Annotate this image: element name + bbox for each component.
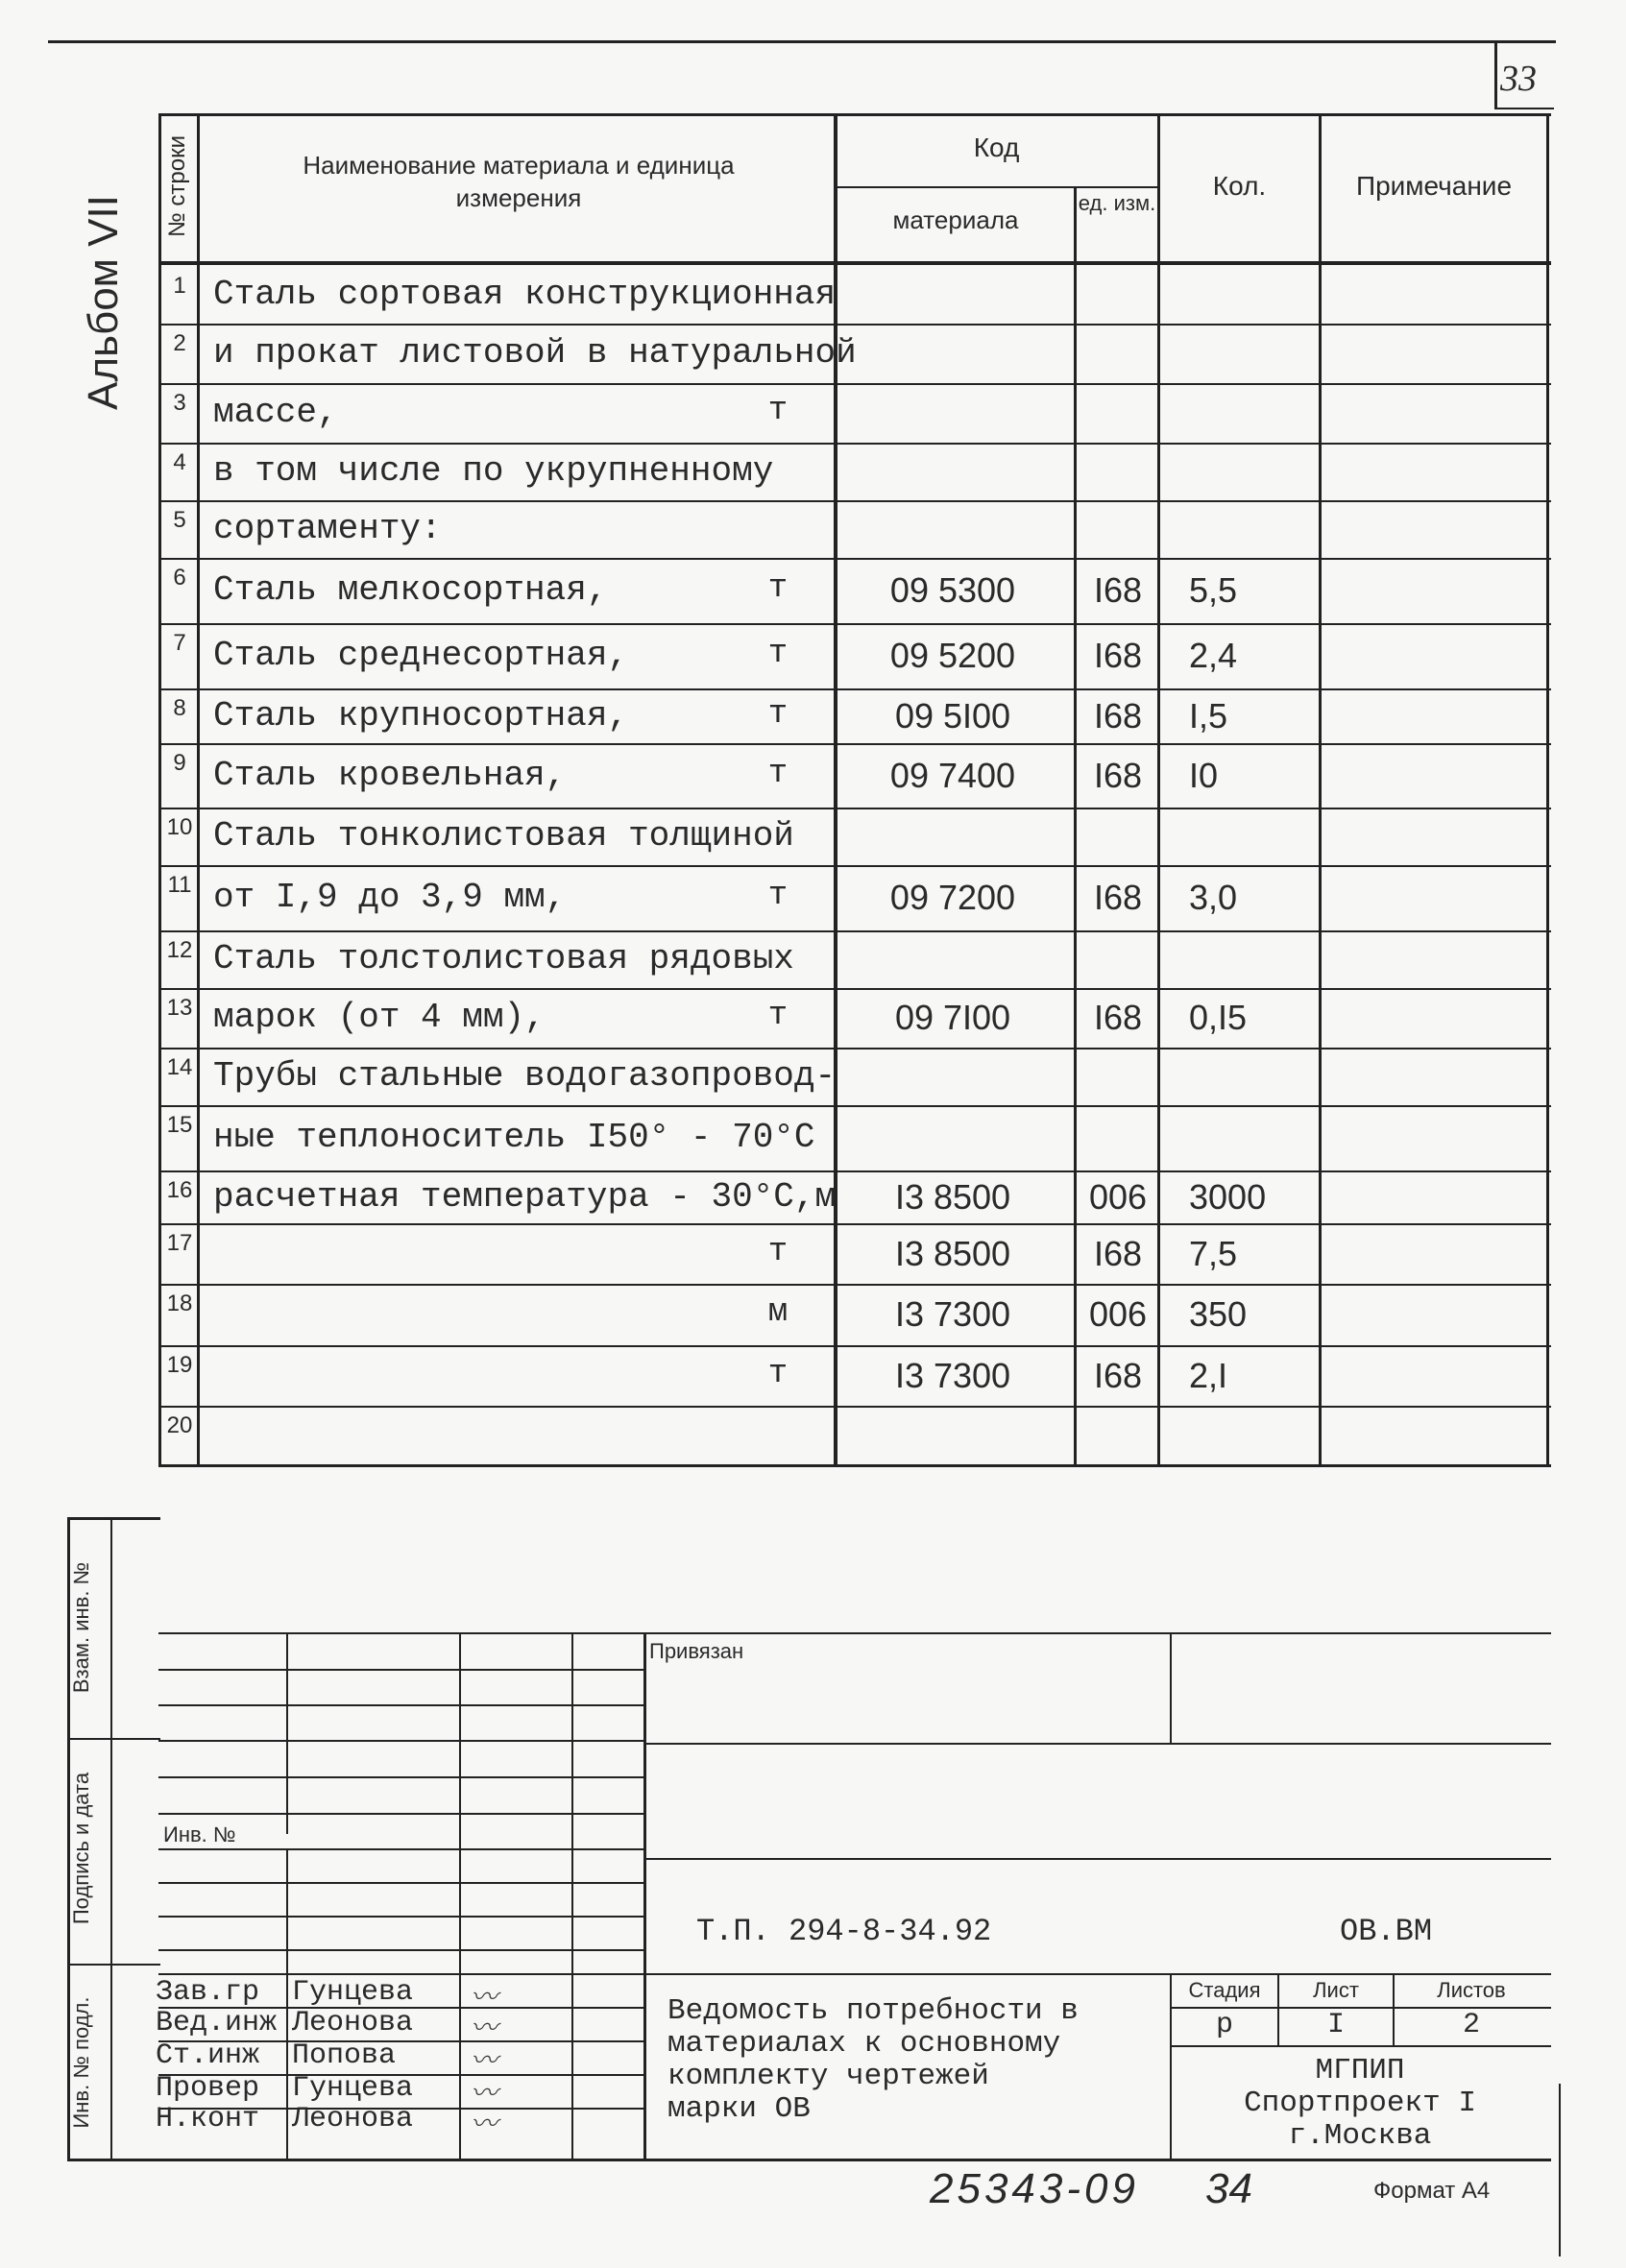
row-qty: I,5 [1189, 696, 1228, 736]
page-number-box-left [1494, 40, 1497, 109]
row-eu: I68 [1093, 1234, 1143, 1273]
row-unit: т [767, 878, 789, 914]
row-code: I3 7300 [894, 1356, 1011, 1395]
row-qty: 2,4 [1189, 636, 1238, 675]
row-name: массе, [213, 393, 338, 432]
signature-role: Зав.гр [156, 1976, 260, 2009]
row-eu: I68 [1093, 998, 1143, 1037]
header-note: Примечание [1355, 171, 1513, 201]
row-number: 15 [166, 1112, 193, 1138]
document-title-line: марки ОВ [667, 2092, 811, 2126]
row-eu: 006 [1088, 1294, 1148, 1334]
row-name: Сталь кровельная, [213, 756, 567, 795]
row-divider [158, 988, 1551, 990]
row-divider [158, 1223, 1551, 1225]
handwritten-signature: 〰 [471, 2044, 498, 2076]
sheet-label: Лист [1313, 1978, 1359, 2002]
row-code: 09 5300 [889, 570, 1016, 610]
row-number: 20 [166, 1412, 193, 1438]
row-divider [158, 443, 1551, 445]
doc-mark: ОВ.ВМ [1340, 1914, 1433, 1949]
row-number: 19 [166, 1352, 193, 1378]
row-name: от I,9 до 3,9 мм, [213, 878, 567, 917]
row-divider [158, 324, 1551, 326]
document-title-line: материалах к основному [667, 2027, 1061, 2061]
col-code-divider [1074, 186, 1077, 1467]
row-number: 7 [173, 630, 186, 656]
org-line: г.Москва [1288, 2119, 1432, 2153]
header-material: материала [892, 205, 1019, 234]
handwritten-signature: 〰 [471, 2108, 498, 2139]
row-name: Сталь среднесортная, [213, 636, 629, 675]
row-divider [158, 558, 1551, 560]
frame-right [1546, 113, 1549, 1467]
row-unit: т [767, 636, 789, 672]
row-divider [158, 688, 1551, 690]
row-qty: 2,I [1189, 1356, 1228, 1395]
row-qty: 7,5 [1189, 1234, 1238, 1273]
org-line: МГПИП [1315, 2054, 1405, 2087]
sheets-label: Листов [1437, 1978, 1506, 2002]
row-code: 09 7I00 [894, 998, 1011, 1037]
album-label: Альбом VII [80, 195, 127, 410]
row-name: в том числе по укрупненному [213, 451, 774, 491]
row-number: 5 [173, 507, 186, 533]
row-qty: 0,I5 [1189, 998, 1248, 1037]
row-divider [158, 1048, 1551, 1050]
signature-name: Попова [292, 2039, 397, 2072]
page-number: 33 [1500, 59, 1537, 99]
row-name: Сталь тонколистовая толщиной [213, 816, 794, 856]
row-divider [158, 743, 1551, 745]
row-number: 3 [173, 390, 186, 416]
row-number: 17 [166, 1230, 193, 1256]
row-name: Сталь мелкосортная, [213, 570, 608, 610]
row-number: 2 [173, 330, 186, 356]
row-divider [158, 383, 1551, 385]
header-unit: ед. изм. [1078, 191, 1156, 215]
handwritten-signature: 〰 [471, 1981, 498, 2013]
row-code: I3 8500 [894, 1177, 1011, 1217]
row-number: 9 [173, 750, 186, 776]
row-number: 14 [166, 1054, 193, 1080]
row-name: ные теплоноситель I50° - 70°С [213, 1118, 815, 1157]
doc-code: Т.П. 294-8-34.92 [696, 1914, 992, 1949]
document-title-line: Ведомость потребности в [667, 1994, 1079, 2028]
row-number: 18 [166, 1291, 193, 1316]
header-qty: Кол. [1212, 171, 1267, 201]
row-eu: I68 [1093, 878, 1143, 917]
document-title [667, 1995, 1079, 2126]
row-code: 09 7200 [889, 878, 1016, 917]
row-divider [158, 1284, 1551, 1286]
handwritten-signature: 〰 [471, 2012, 498, 2043]
document-title-line: комплекту чертежей [667, 2060, 989, 2093]
row-code: 09 5I00 [894, 696, 1011, 736]
row-name: и прокат листовой в натуральной [213, 333, 857, 373]
col-rownum-divider [197, 113, 200, 1467]
row-unit: т [767, 756, 789, 792]
stage-value: р [1215, 2009, 1233, 2041]
side-label-inv-podl: Инв. № подл. [69, 1996, 93, 2129]
row-qty: I0 [1189, 756, 1219, 795]
header-code: Код [973, 133, 1020, 162]
signature-name: Гунцева [292, 2072, 414, 2105]
sheet-value: I [1326, 2009, 1345, 2041]
signature-role: Провер [156, 2072, 260, 2105]
row-name: Сталь крупносортная, [213, 696, 629, 736]
row-qty: 3,0 [1189, 878, 1238, 917]
row-name: Сталь толстолистовая рядовых [213, 939, 794, 978]
row-divider [158, 808, 1551, 809]
row-number: 10 [166, 814, 193, 840]
top-border [48, 40, 1556, 43]
row-eu: I68 [1093, 636, 1143, 675]
row-divider [158, 1170, 1551, 1172]
row-qty: 3000 [1189, 1177, 1267, 1217]
row-code: I3 8500 [894, 1234, 1011, 1273]
side-label-vzam: Взам. инв. № [69, 1561, 93, 1694]
row-number: 13 [166, 995, 193, 1021]
stamp-page: 34 [1205, 2165, 1252, 2212]
signature-role: Вед.инж [156, 2007, 278, 2039]
row-number: 16 [166, 1177, 193, 1203]
frame-left [158, 113, 161, 1467]
row-name: расчетная температура - 30°С,м [213, 1177, 837, 1217]
row-name: сортаменту: [213, 509, 442, 548]
row-code: 09 7400 [889, 756, 1016, 795]
row-number: 4 [173, 449, 186, 475]
row-name: Трубы стальные водогазопровод- [213, 1056, 837, 1096]
row-divider [158, 930, 1551, 932]
row-eu: 006 [1088, 1177, 1148, 1217]
signature-name: Леонова [292, 2007, 414, 2039]
format-label: Формат А4 [1373, 2178, 1491, 2204]
row-unit: т [767, 1234, 789, 1270]
row-divider [158, 500, 1551, 502]
row-divider [158, 865, 1551, 867]
row-unit: т [767, 393, 789, 429]
row-divider [158, 1105, 1551, 1107]
row-code: 09 5200 [889, 636, 1016, 675]
row-unit: т [767, 1356, 789, 1392]
row-number: 8 [173, 695, 186, 721]
org-line: Спортпроект I [1244, 2087, 1476, 2120]
row-divider [158, 623, 1551, 625]
row-eu: I68 [1093, 570, 1143, 610]
row-unit: т [767, 570, 789, 607]
row-number: 1 [173, 273, 186, 299]
row-number: 6 [173, 565, 186, 591]
stage-label: Стадия [1188, 1978, 1261, 2002]
row-divider [158, 1345, 1551, 1347]
row-unit: м [767, 1294, 789, 1331]
row-name: марок (от 4 мм), [213, 998, 546, 1037]
sheets-value: 2 [1462, 2009, 1480, 2041]
side-label-podpis: Подпись и дата [69, 1772, 93, 1925]
row-code: I3 7300 [894, 1294, 1011, 1334]
row-number: 12 [166, 937, 193, 963]
inv-no-label: Инв. № [163, 1822, 236, 1846]
signature-role: Ст.инж [156, 2039, 260, 2072]
row-eu: I68 [1093, 756, 1143, 795]
header-row-no: № строки [164, 135, 190, 238]
organization [1172, 2055, 1548, 2153]
page-number-box-bottom [1494, 108, 1554, 109]
handwritten-signature: 〰 [471, 2077, 498, 2109]
row-name: Сталь сортовая конструкционная [213, 275, 837, 314]
signature-name: Леонова [292, 2103, 414, 2135]
row-qty: 350 [1189, 1294, 1248, 1334]
stamp-number: 25343-09 [930, 2165, 1139, 2212]
row-unit: т [767, 696, 789, 733]
signature-role: Н.конт [156, 2103, 260, 2135]
row-eu: I68 [1093, 696, 1143, 736]
header-name: Наименование материала и единица измерения [303, 151, 735, 212]
row-unit: т [767, 998, 789, 1034]
row-eu: I68 [1093, 1356, 1143, 1395]
row-qty: 5,5 [1189, 570, 1238, 610]
privyazan-label: Привязан [649, 1639, 744, 1663]
signature-name: Гунцева [292, 1976, 414, 2009]
row-number: 11 [167, 872, 192, 898]
row-divider [158, 1406, 1551, 1408]
